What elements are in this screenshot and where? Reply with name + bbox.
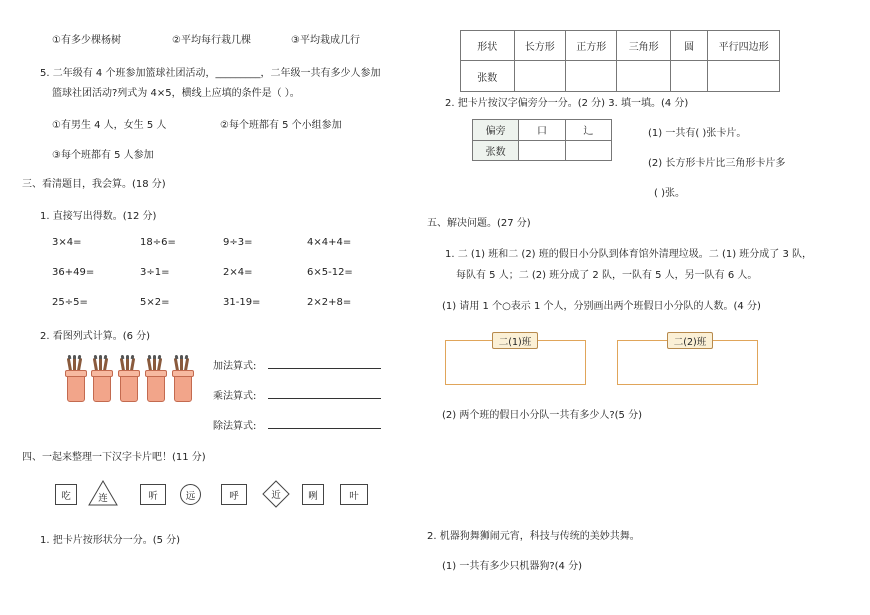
table-row-label: 张数 <box>461 61 515 92</box>
table-row-label: 张数 <box>473 140 519 161</box>
pot-body <box>147 374 165 402</box>
brush-tip-icon <box>126 355 129 359</box>
pot-rim <box>172 370 194 377</box>
card-char: 远 <box>185 490 196 502</box>
brush-tip-icon <box>68 355 72 359</box>
table-header: 正方形 <box>565 31 616 61</box>
card-char: 连 <box>98 493 108 504</box>
shape-count-table <box>460 30 780 92</box>
multiplication-formula-label: 乘法算式: <box>213 391 257 402</box>
calc-item: 25÷5= <box>52 297 88 308</box>
table-header: 形状 <box>461 31 515 61</box>
pot-rim <box>91 370 113 377</box>
q5-line2: 篮球社团活动?列式为 4×5，横线上应填的条件是（ ）。 <box>52 88 300 99</box>
calc-item: 4×4+4= <box>307 237 352 248</box>
table-header: 辶 <box>565 120 611 141</box>
calc-item: 3×4= <box>52 237 82 248</box>
pot-body <box>67 374 85 402</box>
class1-tag <box>492 332 538 349</box>
addition-formula-line[interactable] <box>268 356 381 369</box>
table-header: 圆 <box>670 31 707 61</box>
addition-formula-label: 加法算式: <box>213 361 257 372</box>
table-header: 三角形 <box>617 31 671 61</box>
problem2-line1: 2. 机器狗舞狮闹元宵，科技与传统的美妙共舞。 <box>427 531 640 542</box>
class2-tag <box>667 332 713 349</box>
section3-sub2-title: 2. 看图列式计算。(6 分) <box>40 331 151 342</box>
division-formula-line[interactable] <box>268 416 381 429</box>
fill-question-1: (1) 一共有( )张卡片。 <box>648 128 747 139</box>
table-cell-input[interactable] <box>514 61 565 92</box>
calc-item: 36+49= <box>52 267 95 278</box>
problem1-line2: 每队有 5 人；二 (2) 班分成了 2 队，一队有 5 人，另一队有 6 人。 <box>456 270 758 281</box>
q4-option-2: ②平均每行栽几棵 <box>172 35 251 46</box>
card-diamond <box>262 480 290 508</box>
q5-blank[interactable]: _________ <box>215 68 261 79</box>
q5-line1 <box>40 64 380 79</box>
calc-item: 5×2= <box>140 297 170 308</box>
problem1-q1: (1) 请用 1 个○表示 1 个人，分别画出两个班假日小分队的人数。(4 分) <box>442 301 761 312</box>
brush-tip-icon <box>73 355 76 359</box>
card-char: 咧 <box>308 490 318 502</box>
problem1-line1: 1. 二 (1) 班和二 (2) 班的假日小分队到体育馆外清理垃圾。二 (1) 班分成了 3 队， <box>445 249 813 260</box>
brush-tip-icon <box>94 355 98 359</box>
brush-tip-icon <box>153 355 156 359</box>
card-circle <box>180 484 201 505</box>
brush-tip-icon <box>99 355 102 359</box>
calc-item: 9÷3= <box>223 237 253 248</box>
problem1-q2: (2) 两个班的假日小分队一共有多少人?(5 分) <box>442 410 642 421</box>
card-rect <box>221 484 247 505</box>
card-triangle <box>88 480 118 506</box>
class1-tag-label: 二(1)班 <box>498 336 532 348</box>
calc-item: 6×5-12= <box>307 267 353 278</box>
card-rect <box>55 484 77 505</box>
calc-item: 2×2+8= <box>307 297 352 308</box>
fill-question-2-answer: ( )张。 <box>654 188 685 199</box>
pot-rim <box>65 370 87 377</box>
pot-rim <box>118 370 140 377</box>
section3-sub1-title: 1. 直接写出得数。(12 分) <box>40 211 157 222</box>
table-cell-input[interactable] <box>617 61 671 92</box>
card-char: 听 <box>148 490 158 502</box>
section4-sub1-title: 1. 把卡片按形状分一分。(5 分) <box>40 535 181 546</box>
table-cell-input[interactable] <box>670 61 707 92</box>
calc-item: 2×4= <box>223 267 253 278</box>
table-header: 平行四边形 <box>708 31 780 61</box>
calc-item: 3÷1= <box>140 267 170 278</box>
brush-tip-icon <box>121 355 125 359</box>
pot-body <box>93 374 111 402</box>
card-char: 叶 <box>349 490 359 502</box>
q5-suffix: ，二年级一共有多少人参加 <box>260 68 381 79</box>
division-formula-label: 除法算式: <box>213 421 257 432</box>
q5-prefix: 5. 二年级有 4 个班参加篮球社团活动， <box>40 68 216 79</box>
brush-tip-icon <box>180 355 183 359</box>
pot-body <box>174 374 192 402</box>
fill-question-2: (2) 长方形卡片比三角形卡片多 <box>648 158 786 169</box>
multiplication-formula-line[interactable] <box>268 386 381 399</box>
table-cell-input[interactable] <box>708 61 780 92</box>
table-header: 偏旁 <box>473 120 519 141</box>
table-header: 长方形 <box>514 31 565 61</box>
radical-count-table <box>472 119 612 161</box>
brush-tip-icon <box>175 355 179 359</box>
q5-option-2: ②每个班都有 5 个小组参加 <box>220 120 342 131</box>
card-rect <box>302 484 324 505</box>
table-cell-input[interactable] <box>519 140 565 161</box>
card-char: 近 <box>271 490 281 501</box>
q5-option-1: ①有男生 4 人，女生 5 人 <box>52 120 167 131</box>
card-char: 呼 <box>229 490 239 502</box>
table-header: 口 <box>519 120 565 141</box>
brush-tip-icon <box>148 355 152 359</box>
q4-option-3: ③平均栽成几行 <box>291 35 360 46</box>
card-char: 吃 <box>61 490 71 502</box>
section4-title: 四、一起来整理一下汉字卡片吧！(11 分) <box>22 452 206 463</box>
class2-tag-label: 二(2)班 <box>673 336 707 348</box>
q4-option-1: ①有多少棵杨树 <box>52 35 121 46</box>
right-sub2-title: 2. 把卡片按汉字偏旁分一分。(2 分) 3. 填一填。(4 分) <box>445 98 689 109</box>
table-cell-input[interactable] <box>565 140 611 161</box>
card-rect <box>140 484 166 505</box>
calc-item: 18÷6= <box>140 237 176 248</box>
pot-body <box>120 374 138 402</box>
section3-title: 三、看清题目，我会算。(18 分) <box>22 179 166 190</box>
calc-item: 31-19= <box>223 297 261 308</box>
q5-option-3: ③每个班都有 5 人参加 <box>52 150 154 161</box>
card-rect <box>340 484 368 505</box>
problem2-q1: (1) 一共有多少只机器狗?(4 分) <box>442 561 582 572</box>
section5-title: 五、解决问题。(27 分) <box>427 218 531 229</box>
table-cell-input[interactable] <box>565 61 616 92</box>
pot-rim <box>145 370 167 377</box>
